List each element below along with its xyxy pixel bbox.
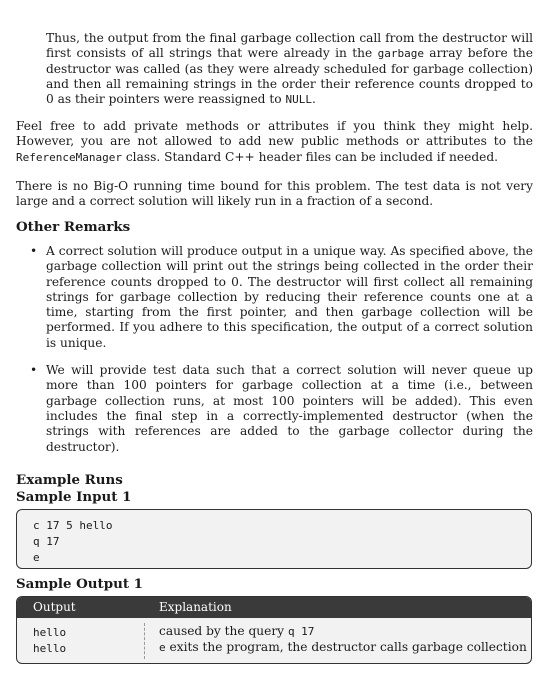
remark-item xyxy=(16,363,533,455)
input-line: e xyxy=(33,551,40,564)
column-divider xyxy=(144,623,145,659)
input-line: q 17 xyxy=(33,535,60,548)
input-line: c 17 5 hello xyxy=(33,519,113,532)
remark-text: We will provide test data such that a correct solution will never queue up more than 100 pointers for garbage collection at a time (i.e., between garbage collection runs, at most 100 pointers will be added). This even includes the final step in a correctly-implemented destructor (when the strings with references are added to the garbage collector during the destructor). xyxy=(46,363,533,454)
bullet-icon: • xyxy=(30,244,38,258)
explanation-cell xyxy=(159,640,527,655)
explanation-text: exits the program, the destructor calls garbage collection xyxy=(165,640,527,654)
code-null: NULL xyxy=(285,93,312,107)
para1-text-b: class. Standard C++ header files can be included if needed. xyxy=(121,149,499,164)
sample-output-heading: Sample Output 1 xyxy=(16,576,143,592)
explanation-code: e xyxy=(159,641,166,654)
sample-output-table xyxy=(16,596,532,664)
para1-text-a: Feel free to add private methods or attributes if you think they might help. However, you are not allowed to add new public methods or attributes to the xyxy=(16,119,533,149)
remarks-list xyxy=(16,244,533,467)
other-remarks-heading: Other Remarks xyxy=(16,219,131,235)
intro-paragraph xyxy=(46,31,533,107)
bullet-icon: • xyxy=(30,363,38,378)
intro-text-c: . xyxy=(311,92,316,107)
running-time-paragraph xyxy=(16,179,533,210)
explanation-code: q 17 xyxy=(287,625,315,638)
col-explanation-header: Explanation xyxy=(159,600,232,614)
running-time-text: There is no Big-O running time bound for this problem. The test data is not very large and a correct solution will likely run in a fraction of a second. xyxy=(16,179,533,209)
output-table-header xyxy=(17,597,531,618)
remark-text: A correct solution will produce output in a unique way. As specified above, the garbage collection will print out the strings being collected in the order their reference counts dropped to 0. The destructor will first collect all remaining strings for garbage collection by reducing their reference counts one at a time, starting from the first pointer, and then garbage collection will be performed. If you adhere to this specification, the output of a correct solution is unique. xyxy=(46,244,533,350)
col-output-header: Output xyxy=(33,600,76,614)
explanation-text: caused by the query xyxy=(159,624,288,638)
intro-text-b: array before the destructor was called (as they were already scheduled for garbage collection) and then all remaining strings in the order their reference counts dropped to 0 as their pointers were reassigned to xyxy=(46,46,533,107)
private-methods-paragraph xyxy=(16,119,533,165)
explanation-cell xyxy=(159,624,314,639)
output-cell: hello xyxy=(33,626,67,639)
example-runs-heading: Example Runs xyxy=(16,472,123,488)
code-garbage: garbage xyxy=(377,47,424,61)
sample-input-heading: Sample Input 1 xyxy=(16,489,132,505)
intro-text-a: Thus, the output from the final garbage collection call from the destructor will first consists of all strings that were already in the xyxy=(46,31,533,61)
code-referencemanager: ReferenceManager xyxy=(16,150,122,164)
sample-input-box xyxy=(16,509,532,569)
remark-item xyxy=(16,244,533,351)
output-cell: hello xyxy=(33,642,67,655)
